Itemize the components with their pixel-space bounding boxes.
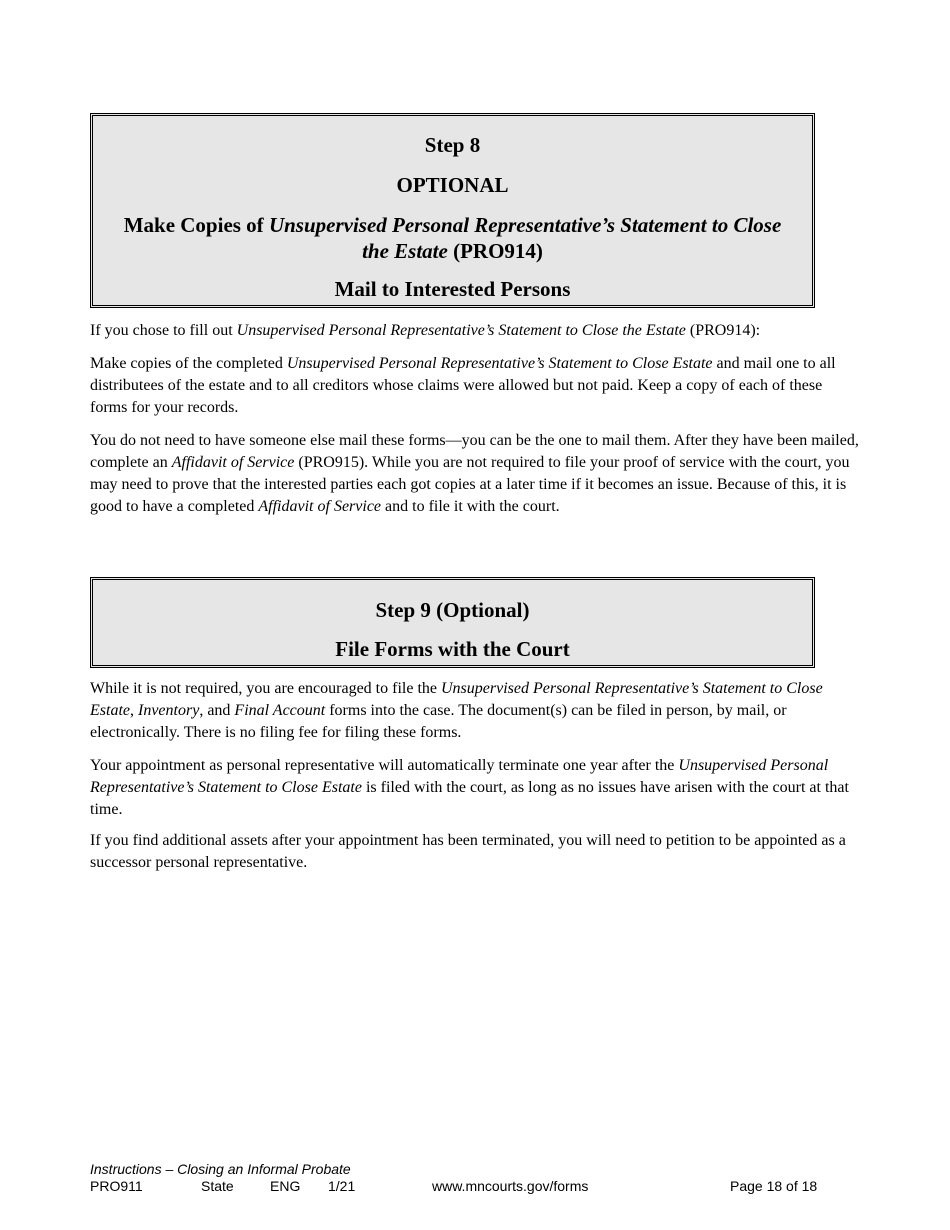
step-8-mail-heading: Mail to Interested Persons — [334, 277, 571, 301]
step-8-optional-label: OPTIONAL — [396, 173, 509, 197]
footer-page-number: Page 18 of 18 — [730, 1178, 818, 1194]
footer-language: ENG — [270, 1178, 301, 1194]
footer-date: 1/21 — [328, 1178, 356, 1194]
step-9-paragraph-2: Your appointment as personal representative will automatically terminate one year after the Unsupervised Personal Representative’s Statement to Close Estate is filed with the court, as long as no issues have arisen with the court at that time. — [90, 757, 849, 818]
footer-form-number: PRO911 — [90, 1178, 143, 1194]
footer-level: State — [201, 1178, 234, 1194]
step-8-paragraph-2: Make copies of the completed Unsupervised Personal Representative’s Statement to Close Estate and mail one to all distributees of the estate and to all creditors whose claims were allowed but not paid. Keep a copy of each of these forms for your records. — [90, 355, 836, 416]
step-8-header-box — [90, 113, 815, 308]
page-footer — [90, 1161, 830, 1195]
footer-document-title: Instructions – Closing an Informal Probate — [90, 1161, 351, 1177]
step-9-paragraph-3: If you find additional assets after your appointment has been terminated, you will need to petition to be appointed as a successor personal representative. — [90, 832, 846, 871]
step-8-paragraph-1: If you chose to fill out Unsupervised Personal Representative’s Statement to Close the Estate (PRO914): — [90, 322, 761, 339]
step-8-make-copies-heading: Make Copies of Unsupervised Personal Representative’s Statement to Close the Estate (PRO914) — [123, 213, 782, 263]
step-8-heading: Step 8 — [424, 133, 481, 157]
step-9-paragraph-1: While it is not required, you are encouraged to file the Unsupervised Personal Representative’s Statement to Close Estate, Inventory, and Final Account forms into the case. The document(s) can be filed in person, by mail, or electronically. There is no filing fee for filing these forms. — [90, 680, 823, 741]
step-9-heading: Step 9 (Optional) — [375, 598, 530, 622]
step-8-paragraph-3: You do not need to have someone else mail these forms—you can be the one to mail them. After they have been mailed, complete an Affidavit of Service (PRO915). While you are not required to file your proof of service with the court, you may need to prove that the interested parties each got copies at a later time if it becomes an issue. Because of this, it is good to have a completed Affidavit of Service and to file it with the court. — [90, 432, 859, 515]
footer-url: www.mncourts.gov/forms — [432, 1178, 589, 1194]
footer-info-row — [90, 1178, 830, 1195]
step-9-subheading: File Forms with the Court — [335, 637, 570, 661]
step-9-header-box — [90, 577, 815, 668]
